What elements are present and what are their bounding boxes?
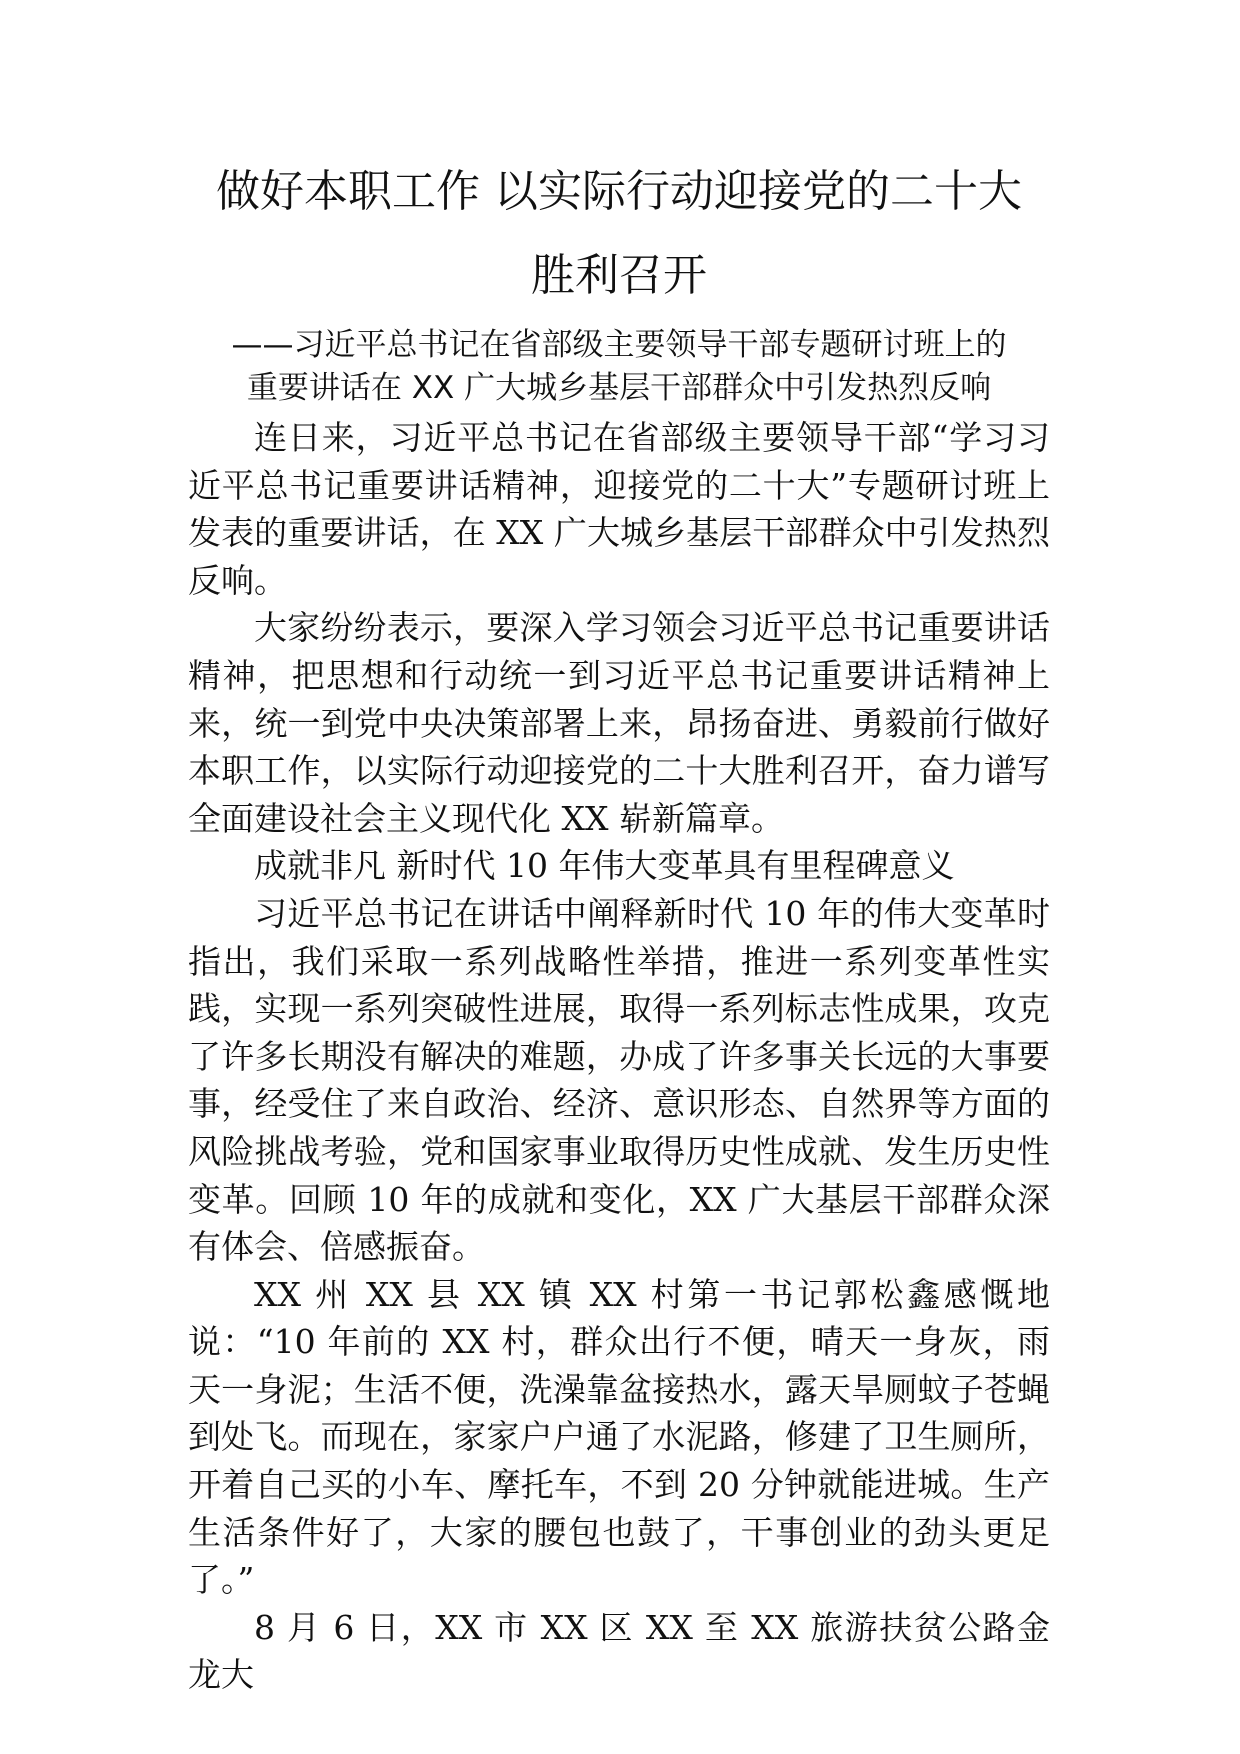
document-subtitle: [188, 324, 1050, 410]
subtitle-line-2: 重要讲话在 XX 广大城乡基层干部群众中引发热烈反响: [246, 370, 992, 406]
paragraph-consensus: 大家纷纷表示，要深入学习领会习近平总书记重要讲话精神，把思想和行动统一到习近平总书记重要讲话精神上来，统一到党中央决策部署上来，昂扬奋进、勇毅前行做好本职工作，以实际行动迎接党的二十大胜利召开，奋力谱写全面建设社会主义现代化 XX 崭新篇章。: [188, 608, 1050, 838]
subtitle-line-1: ——习近平总书记在省部级主要领导干部专题研讨班上的: [231, 327, 1007, 363]
paragraph-achievements: 习近平总书记在讲话中阐释新时代 10 年的伟大变革时指出，我们采取一系列战略性举措，推进一系列变革性实践，实现一系列突破性进展，取得一系列标志性成果，攻克了许多长期没有解决的难题，办成了许多事关长远的大事要事，经受住了来自政治、经济、意识形态、自然界等方面的风险挑战考验，党和国家事业取得历史性成就、发生历史性变革。回顾 10 年的成就和变化，XX 广大基层干部群众深有体会、倍感振奋。: [188, 893, 1050, 1267]
document-title: [188, 150, 1050, 318]
paragraph-quote: XX 州 XX 县 XX 镇 XX 村第一书记郭松鑫感慨地说：“10 年前的 XX 村，群众出行不便，晴天一身灰，雨天一身泥；生活不便，洗澡靠盆接热水，露天旱厕蚊子苍蝇到处飞。而现在，家家户户通了水泥路，修建了卫生厕所，开着自己买的小车、摩托车，不到 20 分钟就能进城。生产生活条件好了，大家的腰包也鼓了，干事创业的劲头更足了。”: [188, 1274, 1050, 1600]
title-line-2: 胜利召开: [531, 250, 707, 301]
document-body: [188, 414, 1050, 1699]
section-heading: 成就非凡 新时代 10 年伟大变革具有里程碑意义: [254, 846, 955, 886]
paragraph-continued: 8 月 6 日，XX 市 XX 区 XX 至 XX 旅游扶贫公路金龙大: [188, 1607, 1050, 1695]
paragraph-intro: 连日来，习近平总书记在省部级主要领导干部“学习习近平总书记重要讲话精神，迎接党的二十大”专题研讨班上发表的重要讲话，在 XX 广大城乡基层干部群众中引发热烈反响。: [188, 418, 1050, 600]
title-line-1: 做好本职工作 以实际行动迎接党的二十大: [216, 166, 1022, 217]
document-page: [188, 150, 1050, 1699]
